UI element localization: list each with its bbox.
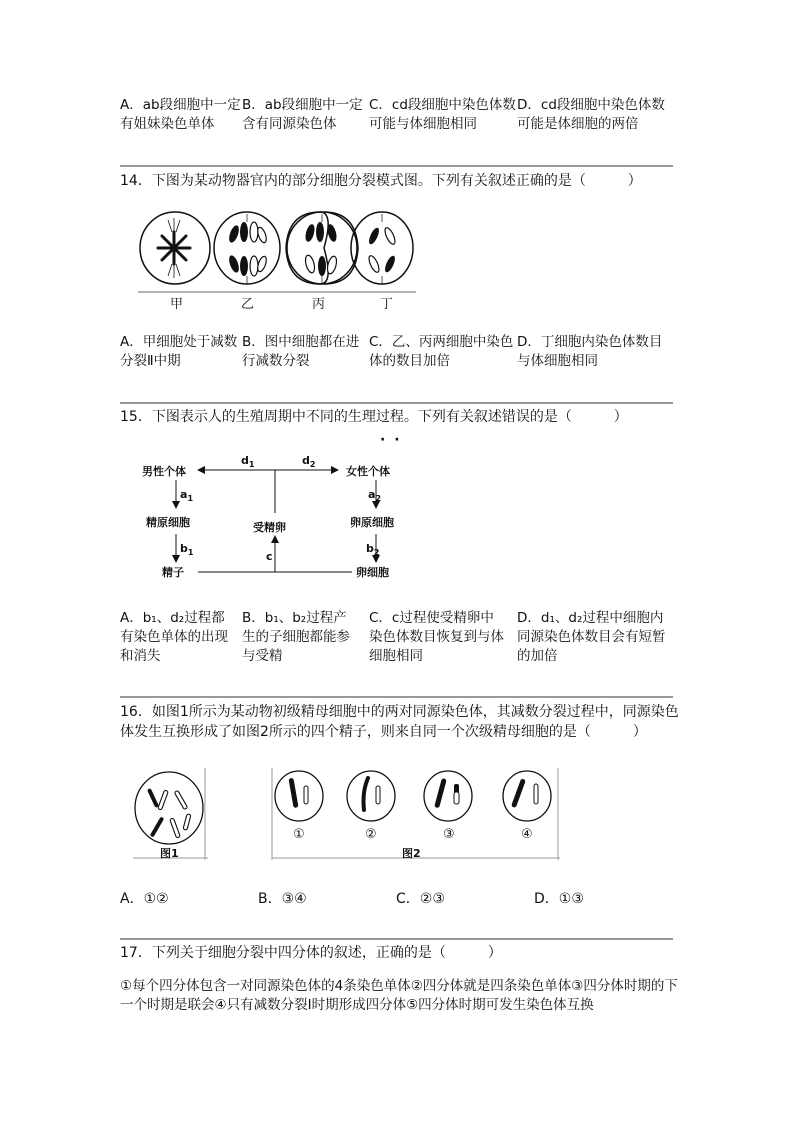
q14-label-bing: 丙 xyxy=(312,297,326,312)
svg-text:d2: $d_2$ xyxy=(302,454,316,469)
q14-label-yi: 乙 xyxy=(241,297,255,312)
q14-option-b: B．图中细胞都在进行减数分裂 xyxy=(242,334,360,369)
svg-text:b1: $b_1$ xyxy=(180,542,194,557)
label-c: c xyxy=(266,550,273,563)
label-spermatogonium: 精原细胞 xyxy=(146,516,190,529)
q15-stem: 15．下图表示人的生殖周期中不同的生理过程。下列有关叙述错误的是（ ） xyxy=(120,409,628,425)
cell-ding xyxy=(351,212,413,284)
label-b2: b xyxy=(366,542,374,555)
label-d1: d xyxy=(241,454,249,467)
q16-cell-label-2: ② xyxy=(365,827,377,842)
label-egg: 卵细胞 xyxy=(356,566,389,579)
label-b1: b xyxy=(180,542,188,555)
q15-option-d: D．d₁、d₂过程中细胞内 同源染色体数目会有短暂 的加倍 xyxy=(517,610,666,664)
q16-fig2-label: 图2 xyxy=(402,847,421,860)
q15-option-c: C．c过程使受精卵中 染色体数目恢复到与体 细胞相同 xyxy=(369,610,504,664)
q13-option-a: A．ab段细胞中一定有姐妹染色单体 xyxy=(120,97,241,132)
q15-option-a: A．b₁、d₂过程都 有染色单体的出现 和消失 xyxy=(120,610,228,664)
label-male: 男性个体 xyxy=(142,465,186,478)
q16-cell-label-1: ① xyxy=(293,827,305,842)
svg-text:a1: $a_1$ xyxy=(180,488,194,503)
q17-statements: ①每个四分体包含一对同源染色体的4条染色单体②四分体就是四条染色单体③四分体时期的下一个时期是联会④只有减数分裂Ⅰ时期形成四分体⑤四分体时期可发生染色体互换 xyxy=(120,978,678,1013)
q16-cell-label-3: ③ xyxy=(443,827,455,842)
q15-emphasis-dots: · · xyxy=(380,432,402,448)
q16-option-b: B．③④ xyxy=(258,891,307,907)
q16-option-d: D．①③ xyxy=(534,891,584,907)
label-sperm: 精子 xyxy=(162,566,184,579)
label-zygote: 受精卵 xyxy=(253,521,286,534)
label-a1: a xyxy=(180,488,188,501)
q17-stem: 17．下列关于细胞分裂中四分体的叙述，正确的是（ ） xyxy=(120,945,502,961)
q16-stem: 16．如图1所示为某动物初级精母细胞中的两对同源染色体，其减数分裂过程中，同源染色体发生互换形成了如图2所示的四个精子，则来自同一个次级精母细胞的是（ ） xyxy=(120,704,679,740)
divider xyxy=(120,402,673,404)
q16-option-c: C．②③ xyxy=(396,891,445,907)
q15-options xyxy=(120,609,680,666)
q14-option-c: C．乙、丙两细胞中染色体的数目加倍 xyxy=(369,334,514,369)
svg-text:b2: $b_2$ xyxy=(366,542,380,557)
divider xyxy=(120,165,673,167)
q16-cell-label-4: ④ xyxy=(521,827,533,842)
cell-yi xyxy=(214,212,280,284)
cell-jia xyxy=(140,212,210,284)
q14-options xyxy=(120,333,680,371)
q16-option-a: A．①② xyxy=(120,891,169,907)
q13-option-b: B．ab段细胞中一定含有同源染色体 xyxy=(242,97,363,132)
divider xyxy=(120,696,673,698)
svg-text:a2: $a_2$ xyxy=(368,488,382,503)
q16-fig1-label: 图1 xyxy=(160,847,179,860)
cell-bing xyxy=(286,212,358,284)
q14-stem: 14．下图为某动物器官内的部分细胞分裂模式图。下列有关叙述正确的是（ ） xyxy=(120,173,642,189)
q14-option-d: D．丁细胞内染色体数目与体细胞相同 xyxy=(517,334,663,369)
label-female: 女性个体 xyxy=(346,465,390,478)
q14-label-jia: 甲 xyxy=(170,297,184,312)
q16-options xyxy=(120,888,680,908)
q13-options xyxy=(120,96,680,134)
label-oogonium: 卵原细胞 xyxy=(350,516,394,529)
q14-label-ding: 丁 xyxy=(380,297,394,312)
q15-option-b: B．b₁、b₂过程产 生的子细胞都能参 与受精 xyxy=(242,610,350,664)
q13-option-c: C．cd段细胞中染色体数可能与体细胞相同 xyxy=(369,97,516,132)
q13-option-d: D．cd段细胞中染色体数可能是体细胞的两倍 xyxy=(517,97,665,132)
label-a2: a xyxy=(368,488,376,501)
divider xyxy=(120,938,673,940)
label-d2: d xyxy=(302,454,310,467)
svg-text:d1: $d_1$ xyxy=(241,454,255,469)
q14-option-a: A．甲细胞处于减数分裂Ⅱ中期 xyxy=(120,334,238,369)
q15-reproduction-diagram xyxy=(140,448,410,583)
